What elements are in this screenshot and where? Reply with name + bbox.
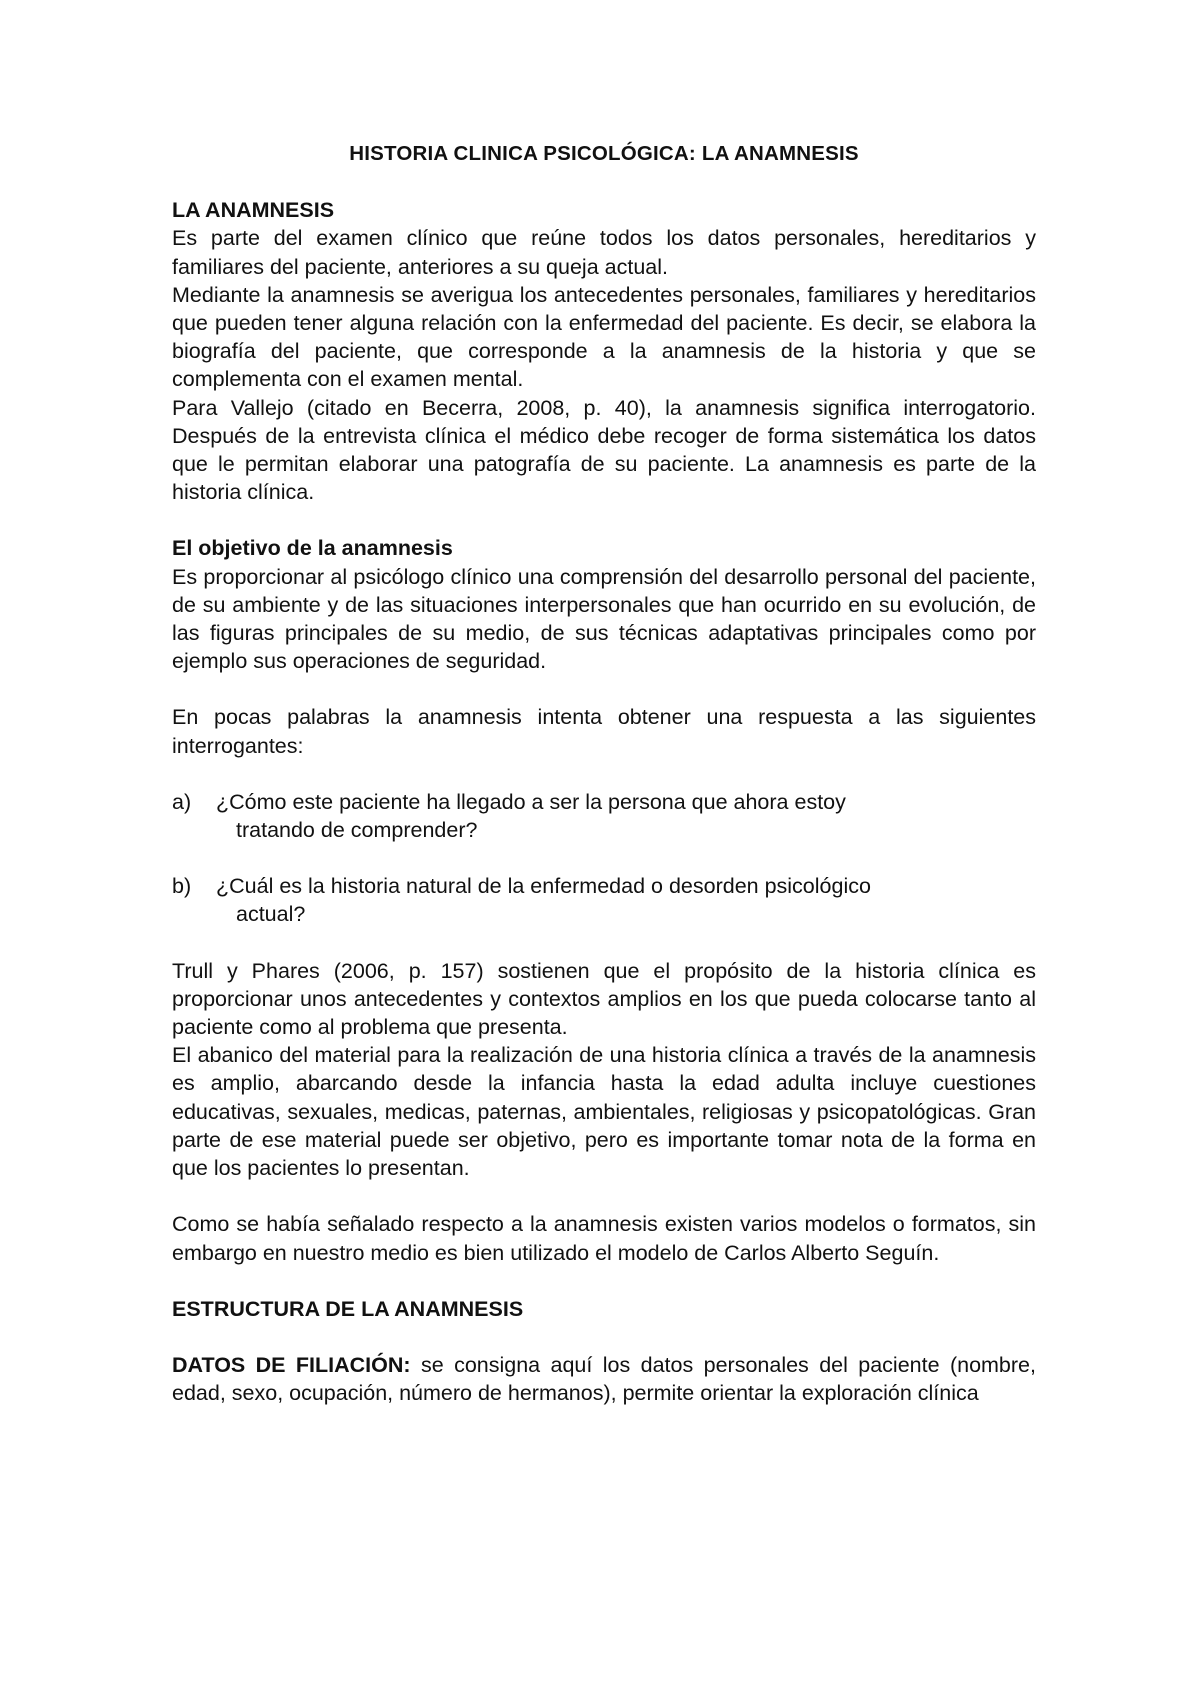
spacer	[172, 844, 1036, 872]
spacer	[172, 1323, 1036, 1351]
list-item-question-b	[172, 872, 1036, 928]
section-heading-objetivo: El objetivo de la anamnesis	[172, 536, 453, 561]
spacer	[172, 929, 1036, 957]
spacer	[172, 760, 1036, 788]
filiacion-colon: :	[403, 1352, 411, 1377]
list-marker: a)	[172, 789, 192, 814]
paragraph-objetivo: Es proporcionar al psicólogo clínico una comprensión del desarrollo personal del paciente, de su ambiente y de las situaciones interpersonales que han ocurrido en su evolución, de las figuras principales de su medio, de sus técnicas adaptativas principales como por ejemplo sus operaciones de seguridad.	[172, 564, 1036, 674]
spacer	[172, 1267, 1036, 1295]
list-item-text	[216, 872, 1036, 928]
section-heading-estructura: ESTRUCTURA DE LA ANAMNESIS	[172, 1296, 524, 1321]
filiacion-text: se consigna aquí los datos personales del paciente (nombre, edad, sexo, ocupación, número de hermanos), permite orientar la exploración clínica	[172, 1352, 1036, 1406]
document-body	[172, 140, 1036, 1407]
paragraph-modelos: Como se había señalado respecto a la anamnesis existen varios modelos o formatos, sin embargo en nuestro medio es bien utilizado el modelo de Carlos Alberto Seguín.	[172, 1212, 1036, 1265]
document-title: HISTORIA CLINICA PSICOLÓGICA: LA ANAMNESIS	[349, 142, 859, 165]
spacer	[172, 506, 1036, 534]
spacer	[172, 1182, 1036, 1210]
spacer	[172, 675, 1036, 703]
list-item-question-a	[172, 788, 1036, 844]
question-line-continuation: actual?	[236, 902, 306, 927]
paragraph-datos-filiacion	[172, 1351, 1036, 1407]
question-line-continuation: tratando de comprender?	[236, 818, 478, 843]
filiacion-label: DATOS DE FILIACIÓN	[172, 1352, 404, 1377]
paragraph-definition: Es parte del examen clínico que reúne todos los datos personales, hereditarios y familiares del paciente, anteriores a su queja actual.	[172, 226, 1036, 279]
paragraph-trull-phares: Trull y Phares (2006, p. 157) sostienen que el propósito de la historia clínica es proporcionar unos antecedentes y contextos amplios en los que pueda colocarse tanto al paciente como al problema que presenta.	[172, 958, 1036, 1040]
question-line: ¿Cuál es la historia natural de la enfermedad o desorden psicológico	[216, 874, 871, 899]
section-heading-anamnesis: LA ANAMNESIS	[172, 198, 335, 223]
list-item-text	[216, 788, 1036, 844]
paragraph-intro-interrogantes: En pocas palabras la anamnesis intenta obtener una respuesta a las siguientes interrogantes:	[172, 705, 1036, 758]
list-marker: b)	[172, 874, 192, 899]
question-line: ¿Cómo este paciente ha llegado a ser la persona que ahora estoy	[216, 789, 846, 814]
paragraph-antecedentes: Mediante la anamnesis se averigua los antecedentes personales, familiares y hereditarios que pueden tener alguna relación con la enfermedad del paciente. Es decir, se elabora la biografía del paciente, que corresponde a la anamnesis de la historia y que se complementa con el examen mental.	[172, 282, 1036, 392]
paragraph-vallejo: Para Vallejo (citado en Becerra, 2008, p. 40), la anamnesis significa interrogatorio. Después de la entrevista clínica el médico debe recoger de forma sistemática los datos que le permitan elaborar una patografía de su paciente. La anamnesis es parte de la historia clínica.	[172, 395, 1036, 505]
paragraph-abanico: El abanico del material para la realización de una historia clínica a través de la anamnesis es amplio, abarcando desde la infancia hasta la edad adulta incluye cuestiones educativas, sexuales, medicas, paternas, ambientales, religiosas y psicopatológicas. Gran parte de ese material puede ser objetivo, pero es importante tomar nota de la forma en que los pacientes lo presentan.	[172, 1043, 1036, 1181]
